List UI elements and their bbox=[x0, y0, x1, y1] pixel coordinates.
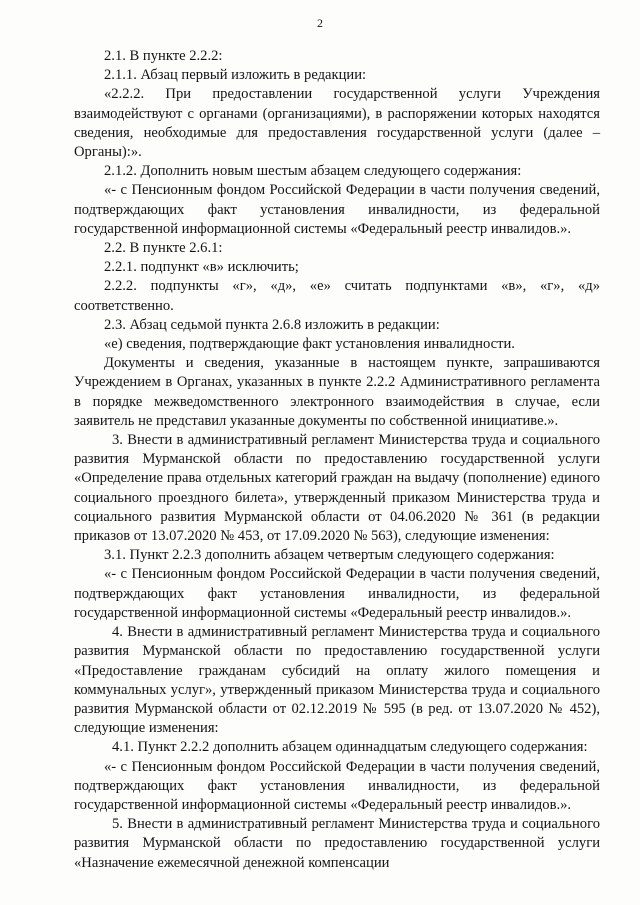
page-number: 2 bbox=[317, 16, 323, 30]
paragraph: «е) сведения, подтверждающие факт установления инвалидности. bbox=[104, 336, 515, 353]
paragraph: 2.1.2. Дополнить новым шестым абзацем следующего содержания: bbox=[104, 163, 522, 180]
paragraph: 3. Внести в административный регламент Министерства труда и социального развития Мурманской области по предоставлению государственной услуги «Определение права отдельных категорий граждан на выдачу (пополнение) единого социального проездного билета», утвержденный приказом Министерства труда и социального развития Мурманской области от 04.06.2020 № 361 (в редакции приказов от 13.07.2020 № 453, от 17.09.2020 № 563), следующие изменения: bbox=[74, 432, 600, 545]
paragraph: 2.2. В пункте 2.6.1: bbox=[104, 240, 223, 257]
paragraph: 5. Внести в административный регламент Министерства труда и социального развития Мурманской области по предоставлению государственной услуги «Назначение ежемесячной денежной компенсации bbox=[74, 816, 600, 871]
document-body bbox=[74, 47, 600, 873]
paragraph: «2.2.2. При предоставлении государственной услуги Учреждения взаимодействуют с органами (организациями), в распоряжении которых находятся сведения, необходимые для предоставления государственной услуги (далее – Органы):». bbox=[74, 86, 600, 161]
paragraph: 4.1. Пункт 2.2.2 дополнить абзацем одиннадцатым следующего содержания: bbox=[112, 739, 588, 756]
paragraph: «- с Пенсионным фондом Российской Федерации в части получения сведений, подтверждающих факт установления инвалидности, из федеральной государственной информационной системы «Федеральный реестр инвалидов.». bbox=[74, 758, 600, 813]
paragraph: «- с Пенсионным фондом Российской Федерации в части получения сведений, подтверждающих факт установления инвалидности, из федеральной государственной информационной системы «Федеральный реестр инвалидов.». bbox=[74, 182, 600, 237]
paragraph: 4. Внести в административный регламент Министерства труда и социального развития Мурманской области по предоставлению государственной услуги «Предоставление гражданам субсидий на оплату жилого помещения и коммунальных услуг», утвержденный приказом Министерства труда и социального развития Мурманской области от 02.12.2019 № 595 (в ред. от 13.07.2020 № 452), следующие изменения: bbox=[74, 624, 600, 737]
paragraph: 2.1.1. Абзац первый изложить в редакции: bbox=[104, 67, 367, 84]
paragraph: Документы и сведения, указанные в настоящем пункте, запрашиваются Учреждением в Органах, указанных в пункте 2.2.2 Административного регламента в порядке межведомственного электронного взаимодействия в случае, если заявитель не представил указанные документы по собственной инициативе.». bbox=[74, 355, 600, 429]
paragraph: 2.2.2. подпункты «г», «д», «е» считать подпунктами «в», «г», «д» соответственно. bbox=[74, 278, 600, 314]
paragraph: 2.1. В пункте 2.2.2: bbox=[104, 48, 223, 64]
paragraph: 3.1. Пункт 2.2.3 дополнить абзацем четвертым следующего содержания: bbox=[104, 547, 555, 564]
paragraph: «- с Пенсионным фондом Российской Федерации в части получения сведений, подтверждающих факт установления инвалидности, из федеральной государственной информационной системы «Федеральный реестр инвалидов.». bbox=[74, 566, 600, 621]
paragraph: 2.3. Абзац седьмой пункта 2.6.8 изложить в редакции: bbox=[104, 316, 440, 333]
paragraph: 2.2.1. подпункт «в» исключить; bbox=[104, 259, 299, 276]
